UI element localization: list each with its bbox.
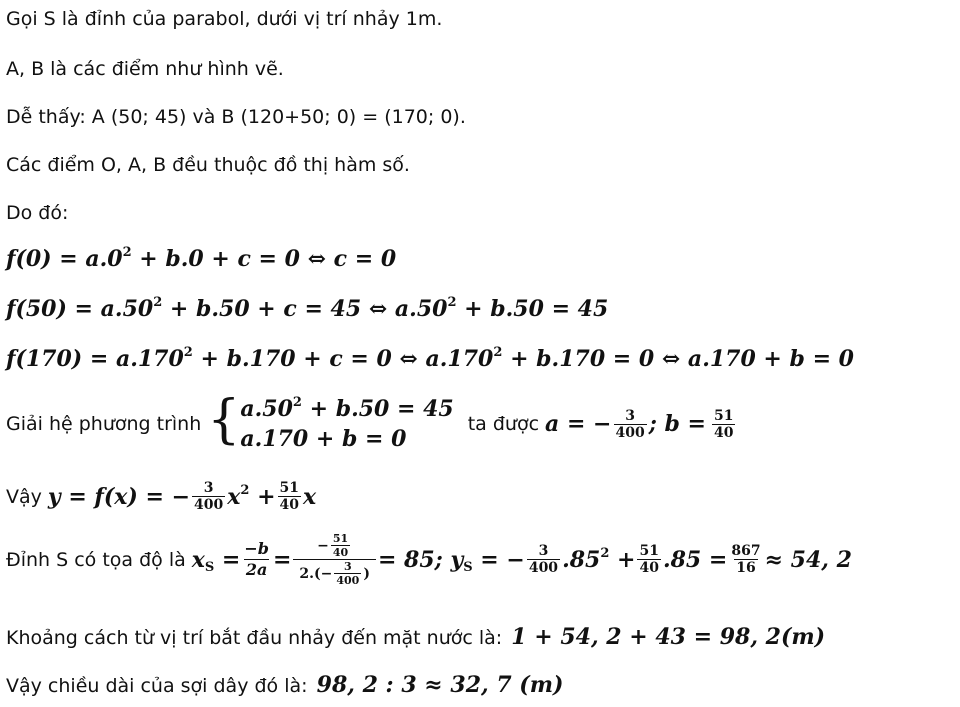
x-squared: $x^2$ + [227, 482, 276, 510]
brace-icon: { [207, 390, 241, 450]
compound-fraction: − $\frac{51}{40}$ 2.(− $\frac{3}{400}$ ) [293, 532, 376, 587]
distance-line [6, 624, 825, 650]
vertex-line [6, 532, 852, 587]
equation-system: $a.50^2 + b.50 = 45$ a.170 + b = 0 [240, 395, 454, 452]
fraction-867-16: $\frac{867}{16}$ [731, 543, 761, 576]
xs-value: = 85; $y_S$ = − [377, 546, 525, 575]
function-line [6, 480, 316, 513]
b-value: ; b = [648, 411, 706, 437]
fraction-51-40: $\frac{51}{40}$ [279, 480, 299, 513]
line-coordinates: Dễ thấy: A (50; 45) và B (120+50; 0) = (170; 0). [6, 106, 466, 128]
equals-sign: = [272, 546, 292, 573]
line-vertex: Gọi S là đỉnh của parabol, dưới vị trí nhảy 1m. [6, 8, 443, 30]
rope-expr: 98, 2 : 3 ≈ 32, 7 (m) [316, 672, 564, 698]
xs-symbol: $x_S$ = [191, 546, 241, 575]
approx-value: ≈ 54, 2 [764, 546, 852, 573]
system-line [6, 390, 737, 454]
x-term: x [303, 483, 317, 510]
rope-label: Vậy chiều dài của sợi dây đó là: [6, 675, 308, 697]
ys-term: $.85^2$ + [562, 545, 636, 573]
equation-f50: $f(50) = a.50^2 + b.50 + c = 45$ ⇔ $a.50^2 + b.50 = 45$ [6, 295, 609, 322]
distance-expr: 1 + 54, 2 + 43 = 98, 2(m) [511, 624, 826, 650]
fraction-neg-b-2a: $\frac{-b}{2a}$ [244, 539, 269, 579]
distance-label: Khoảng cách từ vị trí bắt đầu nhảy đến mặt nước là: [6, 627, 503, 649]
system-label: Giải hệ phương trình [6, 413, 202, 435]
vertex-label: Đỉnh S có tọa độ là [6, 548, 186, 571]
equation-f0: $f(0) = a.0^2 + b.0 + c = 0$ ⇔ c = 0 [6, 245, 397, 272]
equation-f170: $f(170) = a.170^2 + b.170 + c = 0$ ⇔ $a.170^2 + b.170 = 0$ ⇔ a.170 + b = 0 [6, 345, 854, 372]
line-therefore: Do đó: [6, 202, 69, 224]
ys-term-2: .85 = [662, 546, 728, 573]
a-value: a = − [545, 411, 612, 437]
line-points-on-graph: Các điểm O, A, B đều thuộc đồ thị hàm số. [6, 154, 410, 176]
function-expr: y = f(x) = − [47, 483, 191, 510]
result-label: ta được [467, 413, 540, 435]
fraction-51-40: $\frac{51}{40}$ [639, 543, 659, 576]
fraction-3-400: $\frac{3}{400}$ [194, 480, 224, 513]
rope-line [6, 672, 563, 698]
fraction-51-40: $\frac{51}{40}$ [714, 407, 734, 441]
function-label: Vậy [6, 485, 42, 508]
fraction-3-400: $\frac{3}{400}$ [615, 407, 645, 441]
fraction-3-400: $\frac{3}{400}$ [528, 543, 559, 576]
line-points: A, B là các điểm như hình vẽ. [6, 58, 284, 80]
